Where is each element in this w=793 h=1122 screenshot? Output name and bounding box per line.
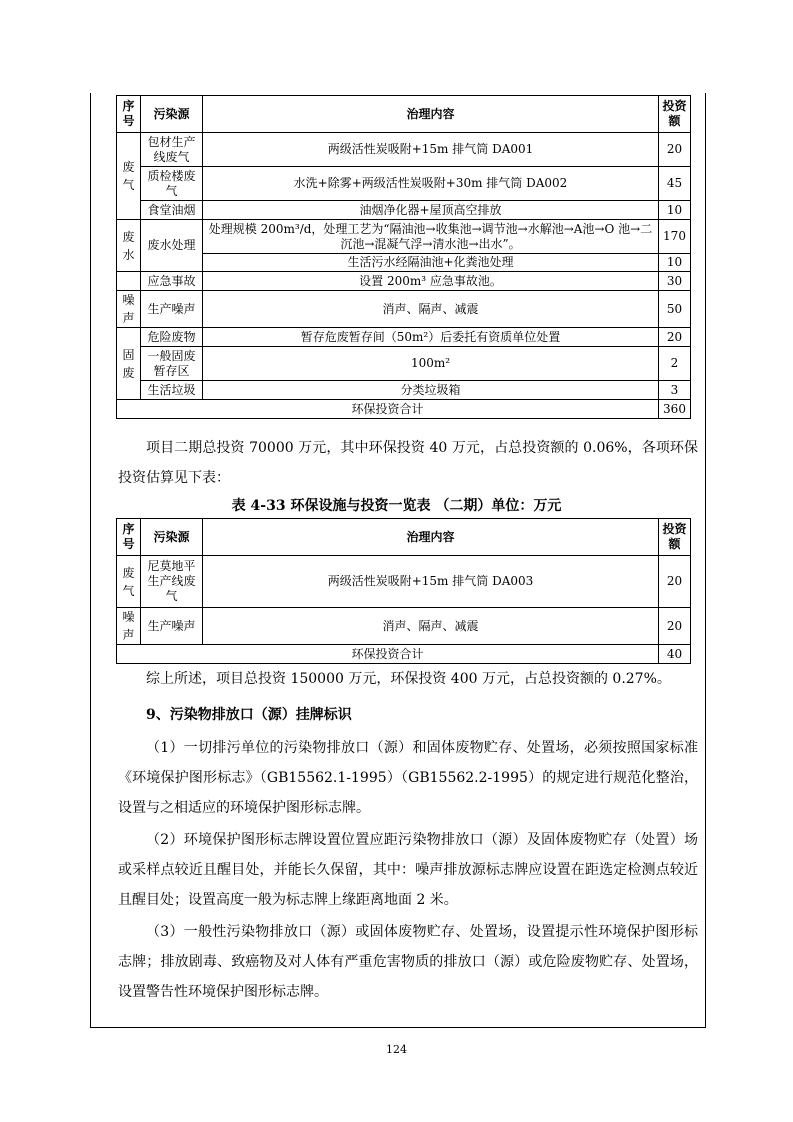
header-no: 序号 — [117, 96, 141, 133]
table-total-row — [117, 400, 691, 419]
table-row — [117, 328, 691, 347]
content-cell: 设置 200m³ 应急事故池。 — [203, 272, 659, 291]
table-caption: 表 4-33 环保设施与投资一览表 （二期）单位：万元 — [231, 498, 562, 514]
investment-table-phase2 — [116, 518, 691, 664]
header-source: 污染源 — [141, 519, 203, 556]
category-waste-gas: 废气 — [117, 133, 141, 220]
source-cell: 质检楼废气 — [141, 167, 203, 201]
amount-cell: 10 — [659, 254, 691, 272]
investment-table-phase1 — [116, 95, 691, 419]
content-cell: 生活污水经隔油池+化粪池处理 — [203, 254, 659, 272]
amount-cell: 45 — [659, 167, 691, 201]
total-label: 环保投资合计 — [117, 645, 659, 664]
page-number: 124 — [386, 1043, 407, 1056]
source-cell: 生产噪声 — [141, 291, 203, 328]
table-row — [117, 220, 691, 254]
table-row — [117, 556, 691, 608]
content-cell: 100m² — [203, 347, 659, 381]
amount-cell: 20 — [659, 556, 691, 608]
table-row — [117, 347, 691, 381]
amount-cell: 10 — [659, 201, 691, 220]
content-cell: 处理规模 200m³/d，处理工艺为“隔油池→收集池→调节池→水解池→A池→O 池→二沉池→混凝气浮→清水池→出水”。 — [203, 220, 659, 254]
table-header-row — [117, 519, 691, 556]
header-content: 治理内容 — [203, 519, 659, 556]
table-total-row — [117, 645, 691, 664]
category-waste-gas: 废气 — [117, 556, 141, 608]
total-label: 环保投资合计 — [117, 400, 659, 419]
paragraph-rule-2: （2）环境保护图形标志牌设置位置应距污染物排放口（源）及固体废物贮存（处置）场或采样点较近且醒目处，并能长久保留，其中：噪声排放源标志牌应设置在距选定检测点较近且醒目处；设置高度一般为标志牌上缘距离地面 2 米。 — [118, 832, 698, 908]
table-row — [117, 608, 691, 645]
amount-cell: 20 — [659, 608, 691, 645]
table-row — [117, 167, 691, 201]
content-cell: 两级活性炭吸附+15m 排气筒 DA003 — [203, 556, 659, 608]
source-cell: 一般固废暂存区 — [141, 347, 203, 381]
table-row — [117, 201, 691, 220]
paragraph-rule-1: （1）一切排污单位的污染物排放口（源）和固体废物贮存、处置场，必须按照国家标准《环境保护图形标志》（GB15562.1-1995）（GB15562.2-1995）的规定进行规范化整治，设置与之相适应的环境保护图形标志牌。 — [118, 740, 698, 816]
content-cell: 油烟净化器+屋顶高空排放 — [203, 201, 659, 220]
header-amount: 投资额 — [659, 96, 691, 133]
category-waste-water: 废水 — [117, 220, 141, 272]
source-cell: 尼莫地平生产线废气 — [141, 556, 203, 608]
header-no: 序号 — [117, 519, 141, 556]
amount-cell: 20 — [659, 133, 691, 167]
content-cell: 消声、隔声、减震 — [203, 608, 659, 645]
paragraph-phase2-investment: 项目二期总投资 70000 万元，其中环保投资 40 万元，占总投资额的 0.06%，各项环保投资估算见下表： — [118, 440, 698, 486]
empty-category-cell — [117, 272, 141, 291]
amount-cell: 170 — [659, 220, 691, 254]
content-cell: 消声、隔声、减震 — [203, 291, 659, 328]
category-noise: 噪声 — [117, 291, 141, 328]
amount-cell: 3 — [659, 381, 691, 400]
table-header-row — [117, 96, 691, 133]
paragraph-rule-3: （3）一般性污染物排放口（源）或固体废物贮存、处置场，设置提示性环境保护图形标志牌；排放剧毒、致癌物及对人体有严重危害物质的排放口（源）或危险废物贮存、处置场，设置警告性环境保护图形标志牌。 — [118, 924, 698, 1000]
table-row — [117, 381, 691, 400]
amount-cell: 2 — [659, 347, 691, 381]
header-amount: 投资额 — [659, 519, 691, 556]
header-source: 污染源 — [141, 96, 203, 133]
table-row — [117, 291, 691, 328]
content-cell: 两级活性炭吸附+15m 排气筒 DA001 — [203, 133, 659, 167]
total-value: 360 — [659, 400, 691, 419]
source-cell: 食堂油烟 — [141, 201, 203, 220]
content-cell: 分类垃圾箱 — [203, 381, 659, 400]
content-cell: 水洗+除雾+两级活性炭吸附+30m 排气筒 DA002 — [203, 167, 659, 201]
source-cell: 包材生产线废气 — [141, 133, 203, 167]
table-row — [117, 272, 691, 291]
source-cell: 生活垃圾 — [141, 381, 203, 400]
section-heading: 9、污染物排放口（源）挂牌标识 — [146, 707, 352, 723]
header-content: 治理内容 — [203, 96, 659, 133]
paragraph-summary: 综上所述，项目总投资 150000 万元，环保投资 400 万元，占总投资额的 0.27%。 — [146, 671, 671, 687]
category-noise: 噪声 — [117, 608, 141, 645]
table-row — [117, 254, 691, 272]
source-cell: 废水处理 — [141, 220, 203, 272]
amount-cell: 30 — [659, 272, 691, 291]
source-cell: 应急事故 — [141, 272, 203, 291]
table-row — [117, 133, 691, 167]
source-cell: 危险废物 — [141, 328, 203, 347]
total-value: 40 — [659, 645, 691, 664]
amount-cell: 20 — [659, 328, 691, 347]
source-cell: 生产噪声 — [141, 608, 203, 645]
amount-cell: 50 — [659, 291, 691, 328]
category-solid-waste: 固废 — [117, 328, 141, 400]
content-cell: 暂存危废暂存间（50m²）后委托有资质单位处置 — [203, 328, 659, 347]
